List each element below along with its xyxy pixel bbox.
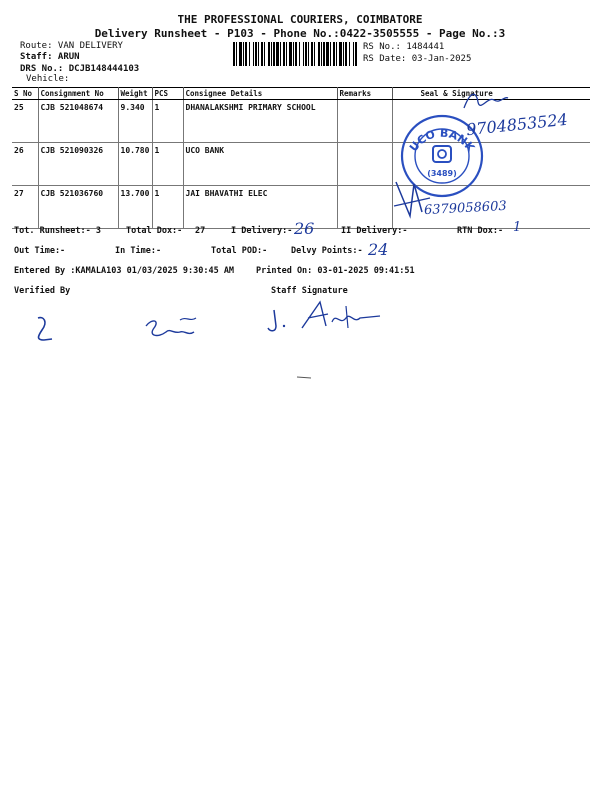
cell-remarks — [337, 100, 392, 143]
barcode-bar — [286, 42, 287, 66]
company-name: THE PROFESSIONAL COURIERS, COIMBATORE — [177, 13, 423, 26]
cell-weight: 9.340 — [118, 100, 152, 143]
cell-sno: 25 — [12, 100, 38, 143]
barcode-bar — [303, 42, 304, 66]
barcode-bar — [349, 42, 350, 66]
cell-consignment: CJB 521090326 — [38, 143, 118, 186]
col-header-pcs: PCS — [152, 88, 183, 100]
handwritten-delvy-points: 24 — [368, 240, 389, 259]
barcode-bar — [305, 42, 307, 66]
col-header-consignee: Consignee Details — [183, 88, 337, 100]
total-pod-label: Total POD:- — [211, 246, 268, 256]
barcode-bar — [261, 42, 263, 66]
cell-pcs: 1 — [152, 100, 183, 143]
signature-row25-mark — [460, 86, 510, 116]
verified-signature-mark — [30, 312, 60, 344]
ii-delivery-label: II Delivery:- — [341, 226, 408, 236]
entered-by: Entered By :KAMALA103 01/03/2025 9:30:45 AM — [14, 266, 235, 276]
drs-number: DRS No.: DCJB148444103 — [20, 64, 140, 74]
barcode-bar — [268, 42, 270, 66]
route-label: Route: VAN DELIVERY — [20, 41, 123, 51]
barcode-bar — [245, 42, 247, 66]
in-time-label: In Time:- — [115, 246, 162, 256]
out-time-label: Out Time:- — [14, 246, 66, 256]
staff-label: Staff: ARUN — [20, 52, 80, 62]
barcode-bar — [336, 42, 337, 66]
verified-by-label: Verified By — [14, 286, 71, 296]
vehicle-label: Vehicle: — [26, 74, 70, 84]
barcode-bar — [339, 42, 342, 66]
cell-sno: 26 — [12, 143, 38, 186]
barcode-bar — [314, 42, 315, 66]
runsheet-subtitle: Delivery Runsheet - P103 - Phone No.:0422-3505555 - Page No.:3 — [94, 27, 506, 40]
barcode-bar — [276, 42, 279, 66]
barcode — [233, 42, 357, 66]
cell-consignee: JAI BHAVATHI ELEC — [183, 186, 337, 229]
col-header-weight: Weight — [118, 88, 152, 100]
cell-pcs: 1 — [152, 143, 183, 186]
barcode-bar — [299, 42, 300, 66]
printed-on: Printed On: 03-01-2025 09:41:51 — [256, 266, 415, 276]
cell-sno: 27 — [12, 186, 38, 229]
barcode-bar — [271, 42, 272, 66]
barcode-bar — [255, 42, 257, 66]
cell-remarks — [337, 186, 392, 229]
table-row — [12, 143, 590, 186]
barcode-bar — [318, 42, 320, 66]
total-dox-value: 27 — [195, 226, 206, 236]
handwritten-phone-row27: 6379058603 — [423, 198, 508, 219]
staff-signature-mark — [262, 296, 392, 338]
barcode-bar — [239, 42, 242, 66]
cell-consignment: CJB 521036760 — [38, 186, 118, 229]
col-header-sno: S No — [12, 88, 38, 100]
stamp-branch-code: (3489) — [427, 169, 457, 178]
rs-number: RS No.: 1484441 — [363, 42, 445, 52]
tot-runsheet: Tot. Runsheet:- 3 — [14, 226, 101, 236]
barcode-bar — [308, 42, 309, 66]
barcode-bar — [343, 42, 344, 66]
stray-mark — [296, 374, 312, 380]
barcode-bar — [233, 42, 235, 66]
barcode-bar — [333, 42, 335, 66]
cell-consignment: CJB 521048674 — [38, 100, 118, 143]
barcode-bar — [243, 42, 244, 66]
col-header-remarks: Remarks — [337, 88, 392, 100]
barcode-bar — [293, 42, 294, 66]
barcode-bar — [311, 42, 313, 66]
delvy-points-label: Delvy Points:- — [291, 246, 363, 256]
barcode-bar — [345, 42, 347, 66]
total-dox-label: Total Dox:- — [126, 226, 183, 236]
cell-pcs: 1 — [152, 186, 183, 229]
barcode-bar — [236, 42, 237, 66]
barcode-bar — [253, 42, 254, 66]
barcode-bar — [273, 42, 275, 66]
cell-remarks — [337, 143, 392, 186]
i-delivery-label: I Delivery:- — [231, 226, 293, 236]
rs-date: RS Date: 03-Jan-2025 — [363, 54, 472, 64]
handwritten-phone-row25: 9704853524 — [465, 109, 569, 140]
rtn-dox-label: RTN Dox:- — [457, 226, 504, 236]
barcode-bar — [330, 42, 331, 66]
barcode-bar — [249, 42, 250, 66]
barcode-bar — [326, 42, 329, 66]
barcode-bar — [353, 42, 354, 66]
cell-weight: 13.700 — [118, 186, 152, 229]
verified-signature-second — [140, 310, 210, 346]
barcode-bar — [283, 42, 285, 66]
barcode-bar — [289, 42, 292, 66]
col-header-seal: Seal & Signature — [392, 88, 590, 100]
stamp-bank-name: UCO BANK — [406, 126, 478, 155]
barcode-bar — [258, 42, 259, 66]
cell-consignee: UCO BANK — [183, 143, 337, 186]
cell-weight: 10.780 — [118, 143, 152, 186]
barcode-bar — [295, 42, 297, 66]
barcode-bar — [321, 42, 322, 66]
handwritten-rtn: 1 — [513, 220, 522, 235]
handwritten-i-delivery: 26 — [294, 219, 315, 238]
signature-row27-mark — [392, 176, 432, 220]
col-header-consignment: Consignment No — [38, 88, 118, 100]
barcode-bar — [355, 42, 357, 66]
barcode-bar — [264, 42, 265, 66]
barcode-bar — [280, 42, 281, 66]
staff-signature-label: Staff Signature — [271, 286, 348, 296]
cell-consignee: DHANALAKSHMI PRIMARY SCHOOL — [183, 100, 337, 143]
barcode-bar — [323, 42, 325, 66]
